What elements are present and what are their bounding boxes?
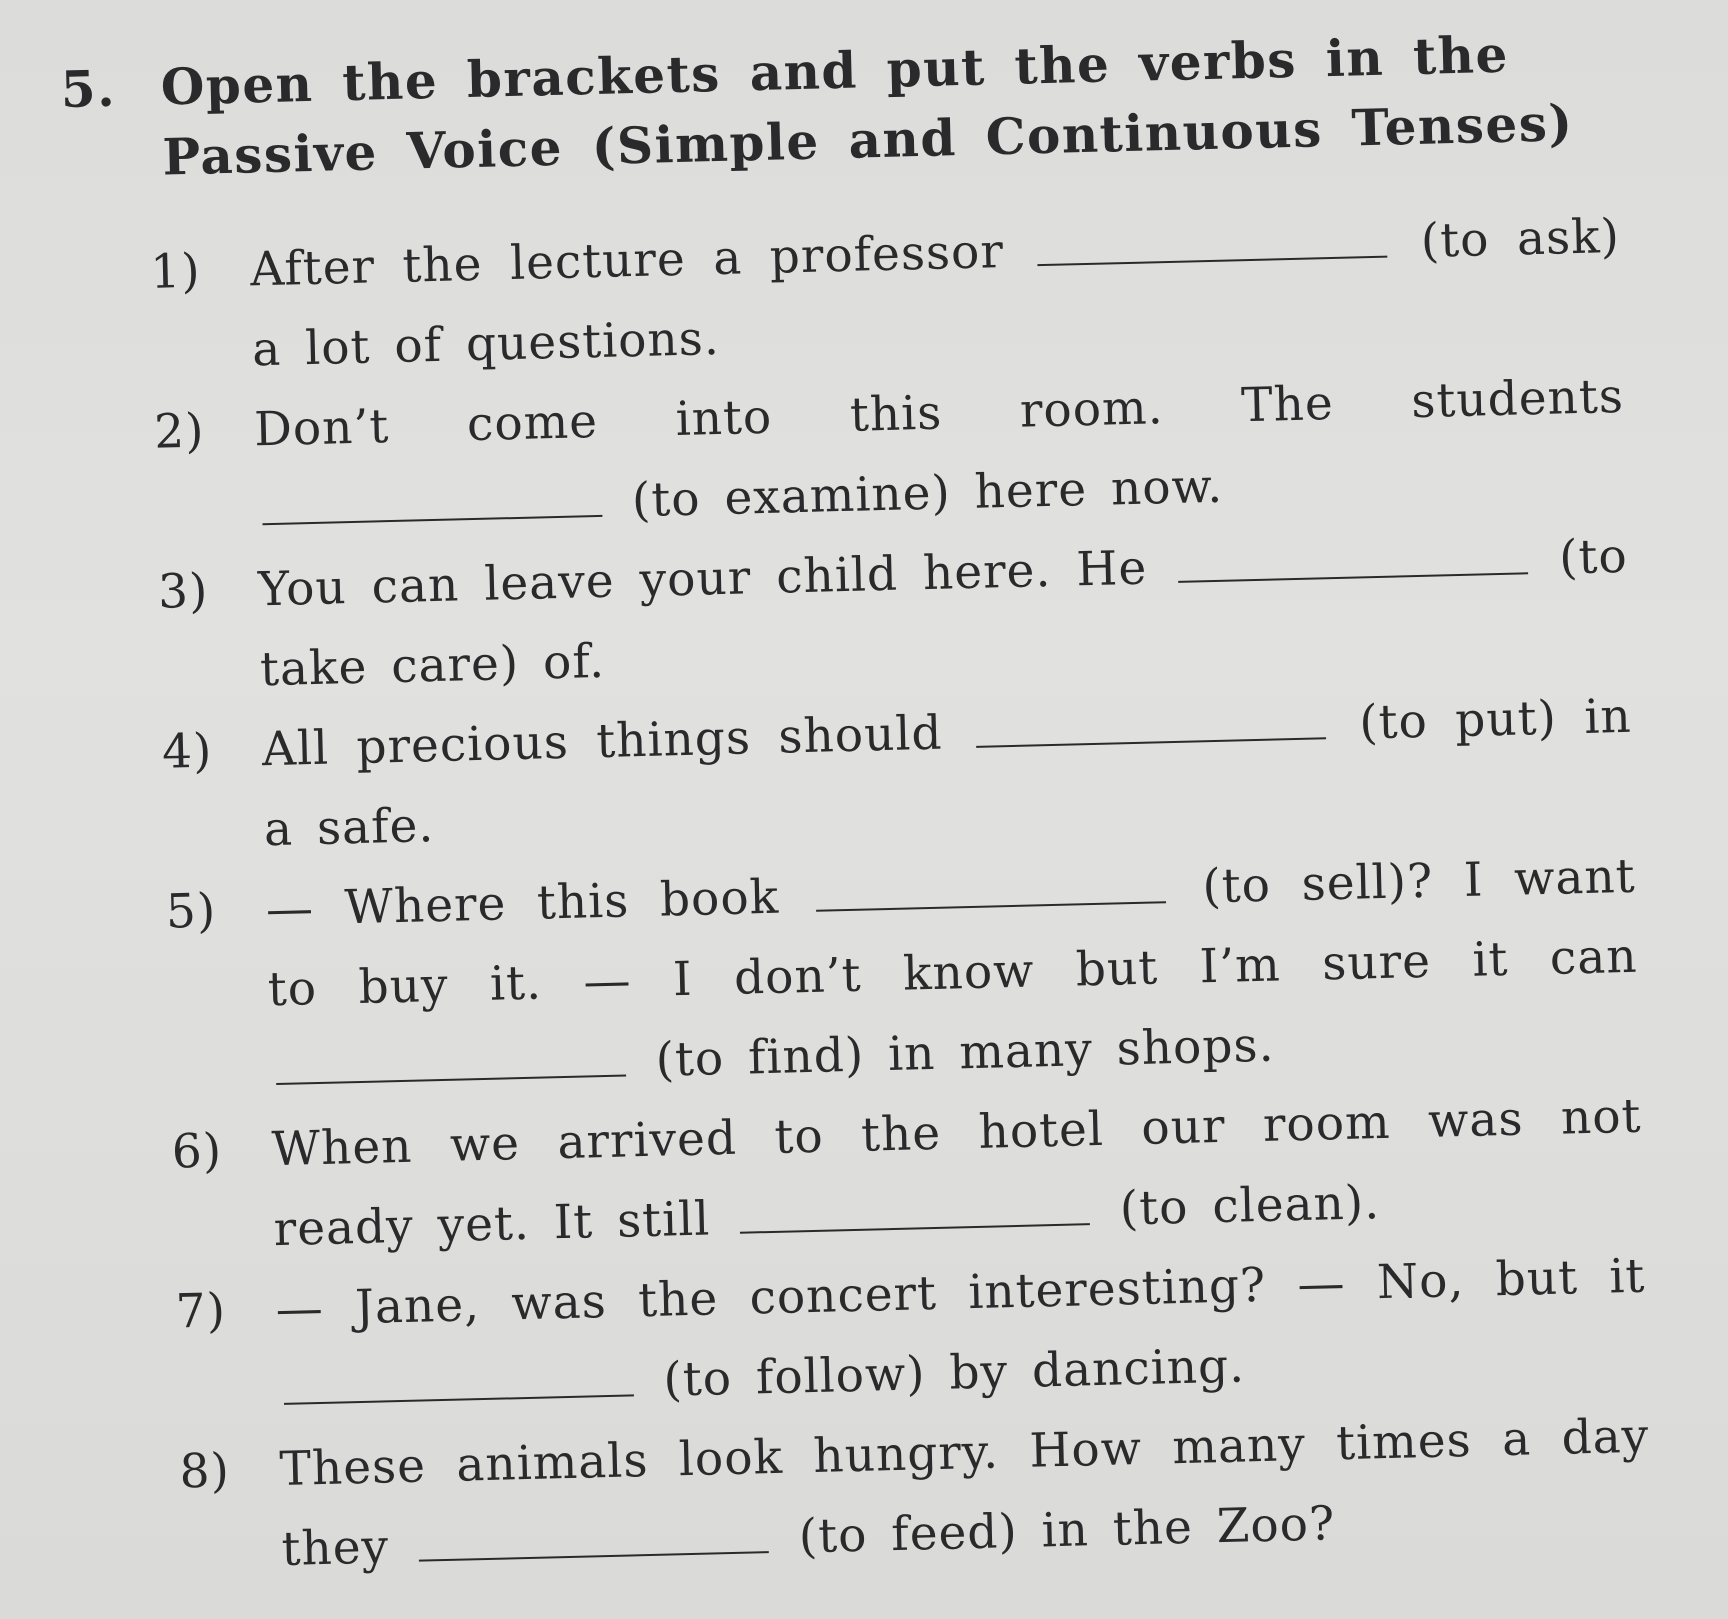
- item-text-before: These animals look hungry. How many times a day they: [278, 1408, 1650, 1578]
- item-text-after: (to clean).: [1119, 1175, 1381, 1237]
- exercise-block: [60, 15, 1727, 1594]
- item-text-before: Don’t come into this room. The students: [253, 368, 1625, 458]
- item-number: 6): [171, 1123, 223, 1180]
- exercise-item-5: [165, 837, 1640, 1113]
- answer-blank-second[interactable]: [275, 1044, 626, 1085]
- item-number: 8): [178, 1443, 231, 1500]
- answer-blank[interactable]: [976, 707, 1327, 748]
- item-number: 3): [157, 563, 210, 620]
- item-text-after-second: (to find) in many shops.: [655, 1017, 1276, 1088]
- item-text-after: (to put) in a safe.: [263, 688, 1633, 858]
- item-number: 5): [165, 883, 217, 940]
- answer-blank[interactable]: [262, 485, 603, 525]
- item-text-before: — Where this book: [265, 869, 780, 938]
- item-text-before: — Jane, was the concert interesting? — No, but it: [275, 1248, 1646, 1338]
- item-text-after: (to sell)? I want to buy it. — I don’t know but I’m sure it can: [267, 848, 1639, 1018]
- item-text-after: (to take care) of.: [259, 528, 1629, 698]
- item-text-after: (to examine) here now.: [631, 458, 1224, 529]
- answer-blank[interactable]: [815, 871, 1166, 912]
- item-text-after: (to ask) a lot of questions.: [251, 208, 1621, 378]
- answer-blank[interactable]: [1178, 542, 1529, 583]
- answer-blank[interactable]: [419, 1521, 770, 1562]
- item-text-before: After the lecture a professor: [249, 224, 1005, 298]
- item-text-after: (to feed) in the Zoo?: [798, 1496, 1336, 1565]
- answer-blank[interactable]: [740, 1193, 1091, 1234]
- item-text-after: (to follow) by dancing.: [662, 1338, 1246, 1408]
- item-text-before: All precious things should: [261, 705, 944, 778]
- item-number: 4): [161, 723, 213, 780]
- item-number: 2): [153, 403, 206, 460]
- item-number: 1): [149, 243, 202, 300]
- answer-blank[interactable]: [1037, 226, 1388, 267]
- answer-blank[interactable]: [283, 1364, 634, 1405]
- task-heading: [60, 15, 1693, 195]
- task-number: 5.: [60, 58, 117, 119]
- item-text-before: When we arrived to the hotel our room was not ready yet. It still: [271, 1088, 1643, 1258]
- task-title: Open the brackets and put the verbs in the Passive Voice (Simple and Continuous Tenses): [160, 24, 1575, 187]
- item-text-before: You can leave your child here. He: [257, 540, 1148, 618]
- exercise-items: [149, 197, 1652, 1593]
- item-number: 7): [175, 1283, 227, 1340]
